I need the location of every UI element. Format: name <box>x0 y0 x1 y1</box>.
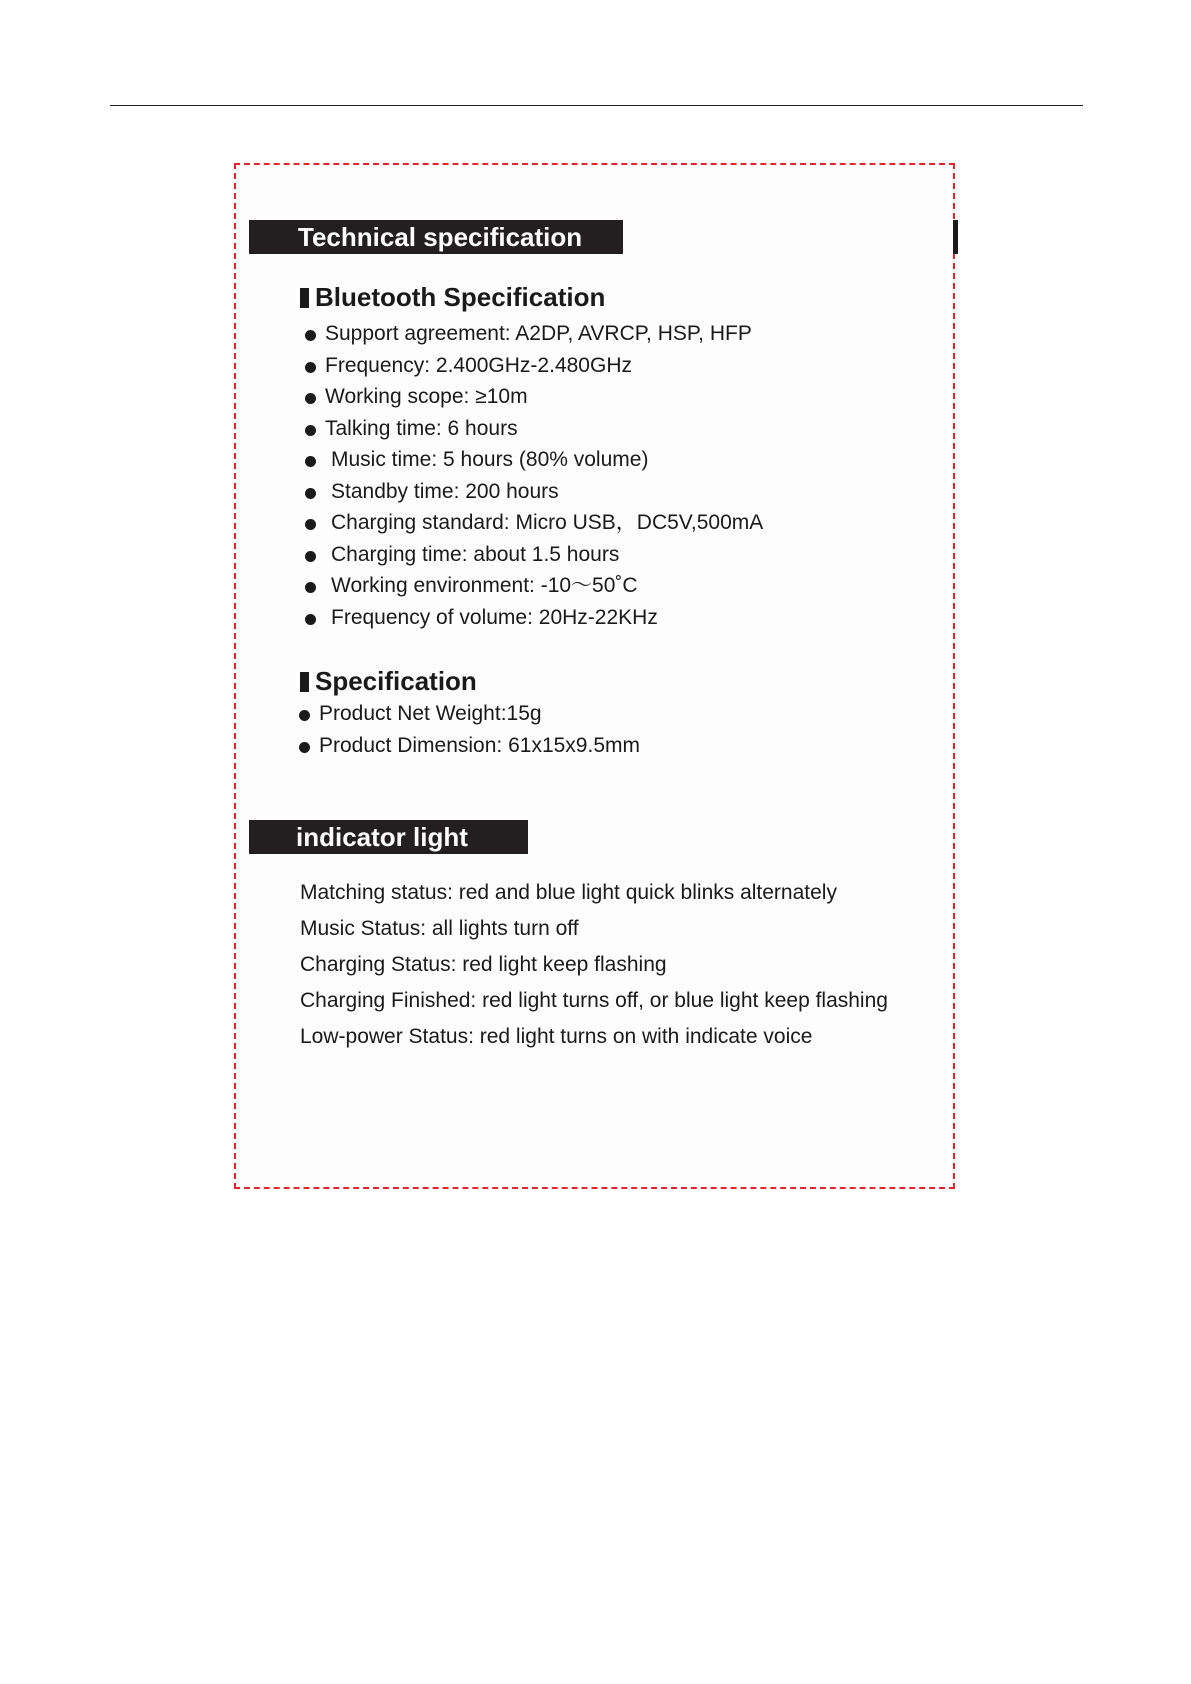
page-header-rule <box>110 105 1083 106</box>
list-item: Talking time: 6 hours <box>305 413 763 445</box>
list-item: Support agreement: A2DP, AVRCP, HSP, HFP <box>305 318 763 350</box>
bullet-icon <box>299 742 310 753</box>
list-item: Charging standard: Micro USB，DC5V,500mA <box>305 507 763 539</box>
technical-specification-banner: Technical specification <box>249 220 623 254</box>
list-item: Standby time: 200 hours <box>305 476 763 508</box>
bullet-icon <box>305 519 316 530</box>
bullet-icon <box>305 614 316 625</box>
bluetooth-specification-heading <box>300 282 605 312</box>
bullet-icon <box>305 330 316 341</box>
product-spec-list <box>299 698 640 761</box>
heading-bar-marker <box>300 288 309 308</box>
indicator-line: Charging Finished: red light turns off, or blue light keep flashing <box>300 989 888 1012</box>
indicator-line: Music Status: all lights turn off <box>300 917 579 940</box>
list-item: Charging time: about 1.5 hours <box>305 539 763 571</box>
bullet-icon <box>305 393 316 404</box>
card-edge-mark <box>953 220 958 254</box>
bullet-icon <box>305 425 316 436</box>
bullet-icon <box>305 582 316 593</box>
bluetooth-spec-list <box>305 318 763 633</box>
heading-bar-marker <box>300 672 309 692</box>
list-item: Product Dimension: 61x15x9.5mm <box>299 730 640 762</box>
list-item: Working scope: ≥10m <box>305 381 763 413</box>
indicator-line: Low-power Status: red light turns on with indicate voice <box>300 1025 813 1048</box>
bullet-icon <box>305 362 316 373</box>
list-item: Frequency of volume: 20Hz-22KHz <box>305 602 763 634</box>
specification-heading <box>300 666 477 696</box>
indicator-line: Matching status: red and blue light quick blinks alternately <box>300 881 837 904</box>
bullet-icon <box>305 488 316 499</box>
list-item: Working environment: -10～50˚C <box>305 570 763 602</box>
bullet-icon <box>299 710 310 721</box>
list-item: Music time: 5 hours (80% volume) <box>305 444 763 476</box>
bluetooth-heading-text: Bluetooth Specification <box>315 282 606 312</box>
indicator-light-banner: indicator light <box>249 820 528 854</box>
list-item: Frequency: 2.400GHz-2.480GHz <box>305 350 763 382</box>
indicator-status-list <box>300 875 888 1055</box>
indicator-line: Charging Status: red light keep flashing <box>300 953 667 976</box>
list-item: Product Net Weight:15g <box>299 698 640 730</box>
bullet-icon <box>305 551 316 562</box>
specification-heading-text: Specification <box>315 666 477 696</box>
bullet-icon <box>305 456 316 467</box>
